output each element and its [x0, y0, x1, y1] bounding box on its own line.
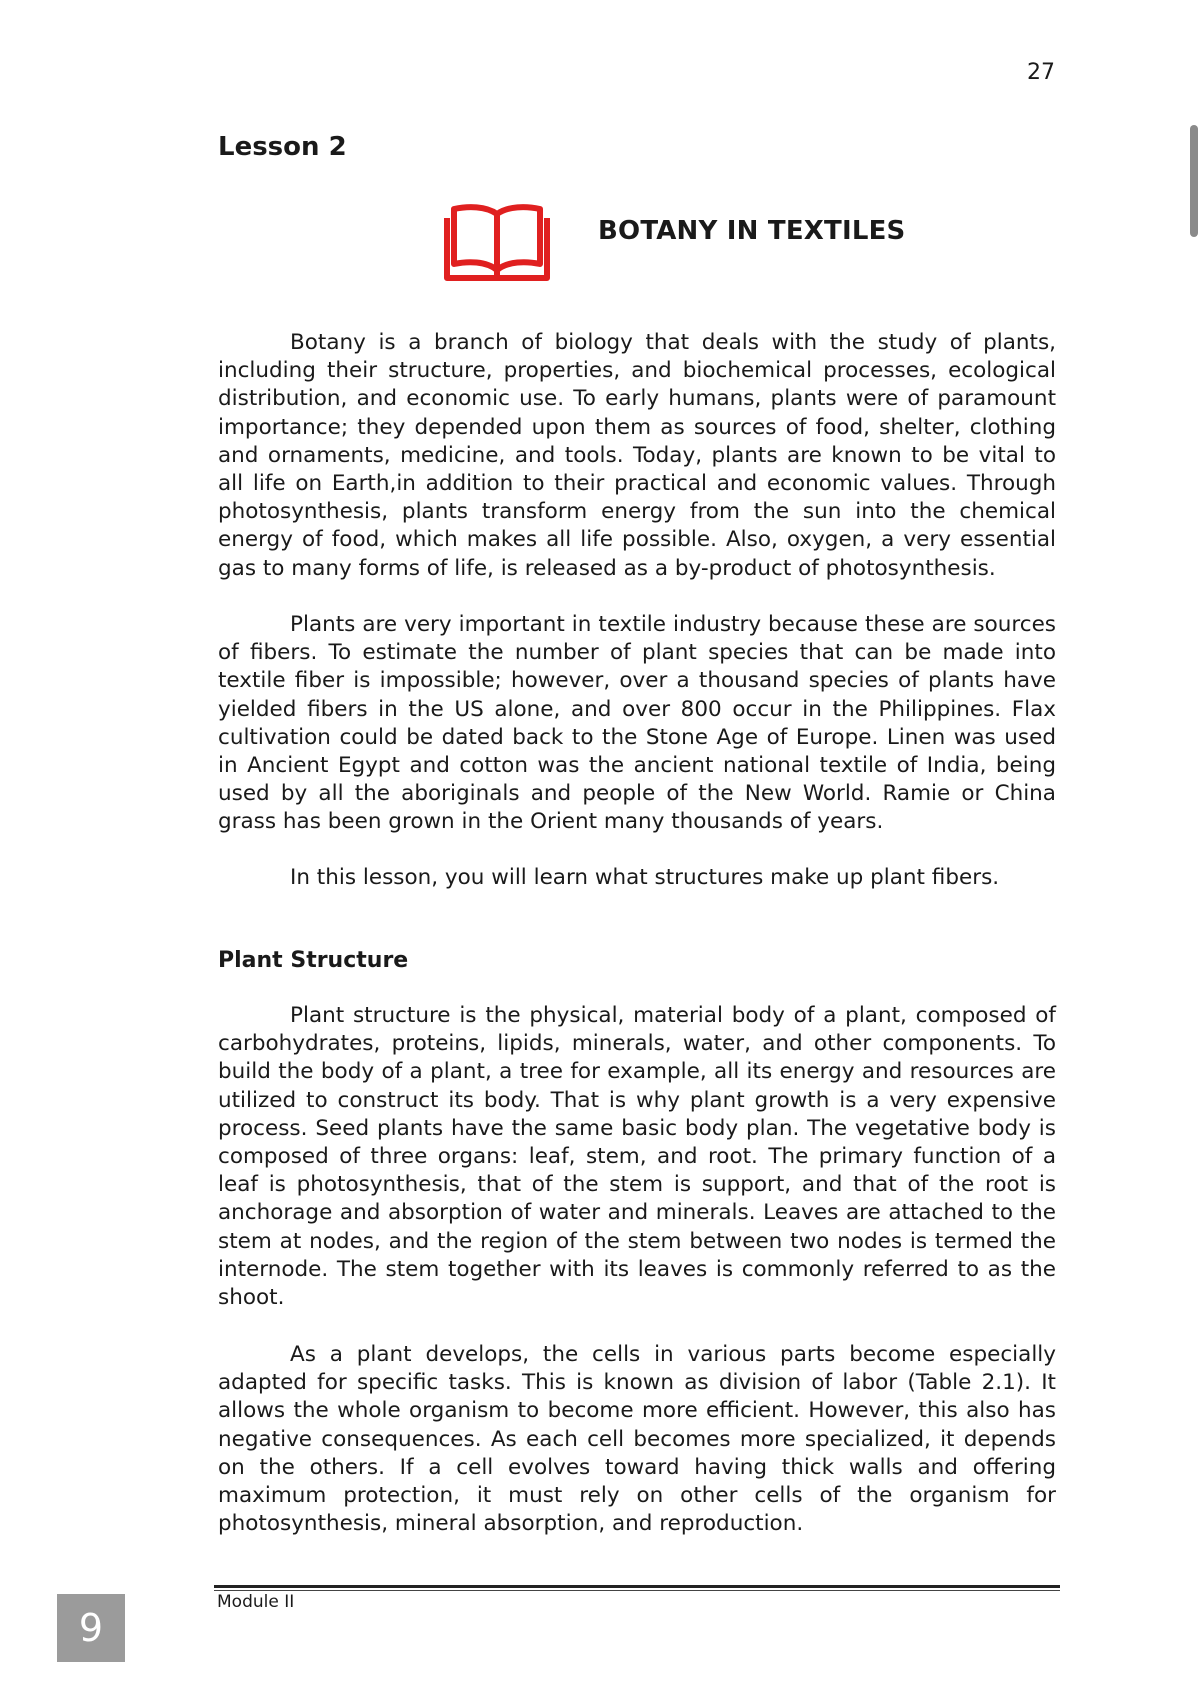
- paragraph-text: Plants are very important in textile industry because these are sources of fibers. To estimate the number of plant species that can be made into textile fiber is impossible; however, over a thousand species of plants have yielded fibers in the US alone, and over 800 occur in the Philippines. Flax cultivation could be dated back to the Stone Age of Europe. Linen was used in Ancient Egypt and cotton was the ancient national textile of India, being used by all the aboriginals and people of the New World. Ramie or China grass has been grown in the Orient many thousands of years.: [218, 612, 1056, 835]
- page-tab-badge[interactable]: 9: [57, 1594, 125, 1662]
- footer-rule: [214, 1585, 1060, 1588]
- paragraph-plant-structure: [218, 1002, 1056, 1312]
- paragraph-intro: [218, 329, 1056, 583]
- paragraph-text: Plant structure is the physical, material body of a plant, composed of carbohydrates, proteins, lipids, minerals, water, and other components. To build the body of a plant, a tree for example, all its energy and resources are utilized to construct its body. That is why plant growth is a very expensive process. Seed plants have the same basic body plan. The vegetative body is composed of three organs: leaf, stem, and root. The primary function of a leaf is photosynthesis, that of the stem is support, and that of the root is anchorage and absorption of water and minerals. Leaves are attached to the stem at nodes, and the region of the stem between two nodes is termed the internode. The stem together with its leaves is commonly referred to as the shoot.: [218, 1003, 1056, 1311]
- paragraph-textile-fibers: [218, 611, 1056, 837]
- scrollbar-thumb[interactable]: [1190, 125, 1198, 237]
- lesson-title: BOTANY IN TEXTILES: [598, 216, 906, 246]
- page-number: 27: [1027, 60, 1055, 85]
- section-heading: Plant Structure: [218, 948, 409, 973]
- paragraph-division-of-labor: [218, 1341, 1056, 1538]
- paragraph-text: In this lesson, you will learn what structures make up plant fibers.: [290, 865, 1000, 890]
- paragraph-text: As a plant develops, the cells in various parts become especially adapted for specific tasks. This is known as division of labor (Table 2.1). It allows the whole organism to become more efficient. However, this also has negative consequences. As each cell becomes more specialized, it depends on the others. If a cell evolves toward having thick walls and offering maximum protection, it must rely on other cells of the organism for photosynthesis, mineral absorption, and reproduction.: [218, 1342, 1056, 1537]
- paragraph-lesson-goal: [218, 864, 1056, 892]
- paragraph-text: Botany is a branch of biology that deals with the study of plants, including their structure, properties, and biochemical processes, ecological distribution, and economic use. To early humans, plants were of paramount importance; they depended upon them as sources of food, shelter, clothing and ornaments, medicine, and tools. Today, plants are known to be vital to all life on Earth,in addition to their practical and economic values. Through photosynthesis, plants transform energy from the sun into the chemical energy of food, which makes all life possible. Also, oxygen, a very essential gas to many forms of life, is released as a by-product of photosynthesis.: [218, 330, 1056, 581]
- lesson-label: Lesson 2: [218, 132, 347, 162]
- open-book-icon: [442, 200, 552, 286]
- footer-label: Module II: [217, 1592, 295, 1612]
- footer-rule-secondary: [214, 1590, 1060, 1591]
